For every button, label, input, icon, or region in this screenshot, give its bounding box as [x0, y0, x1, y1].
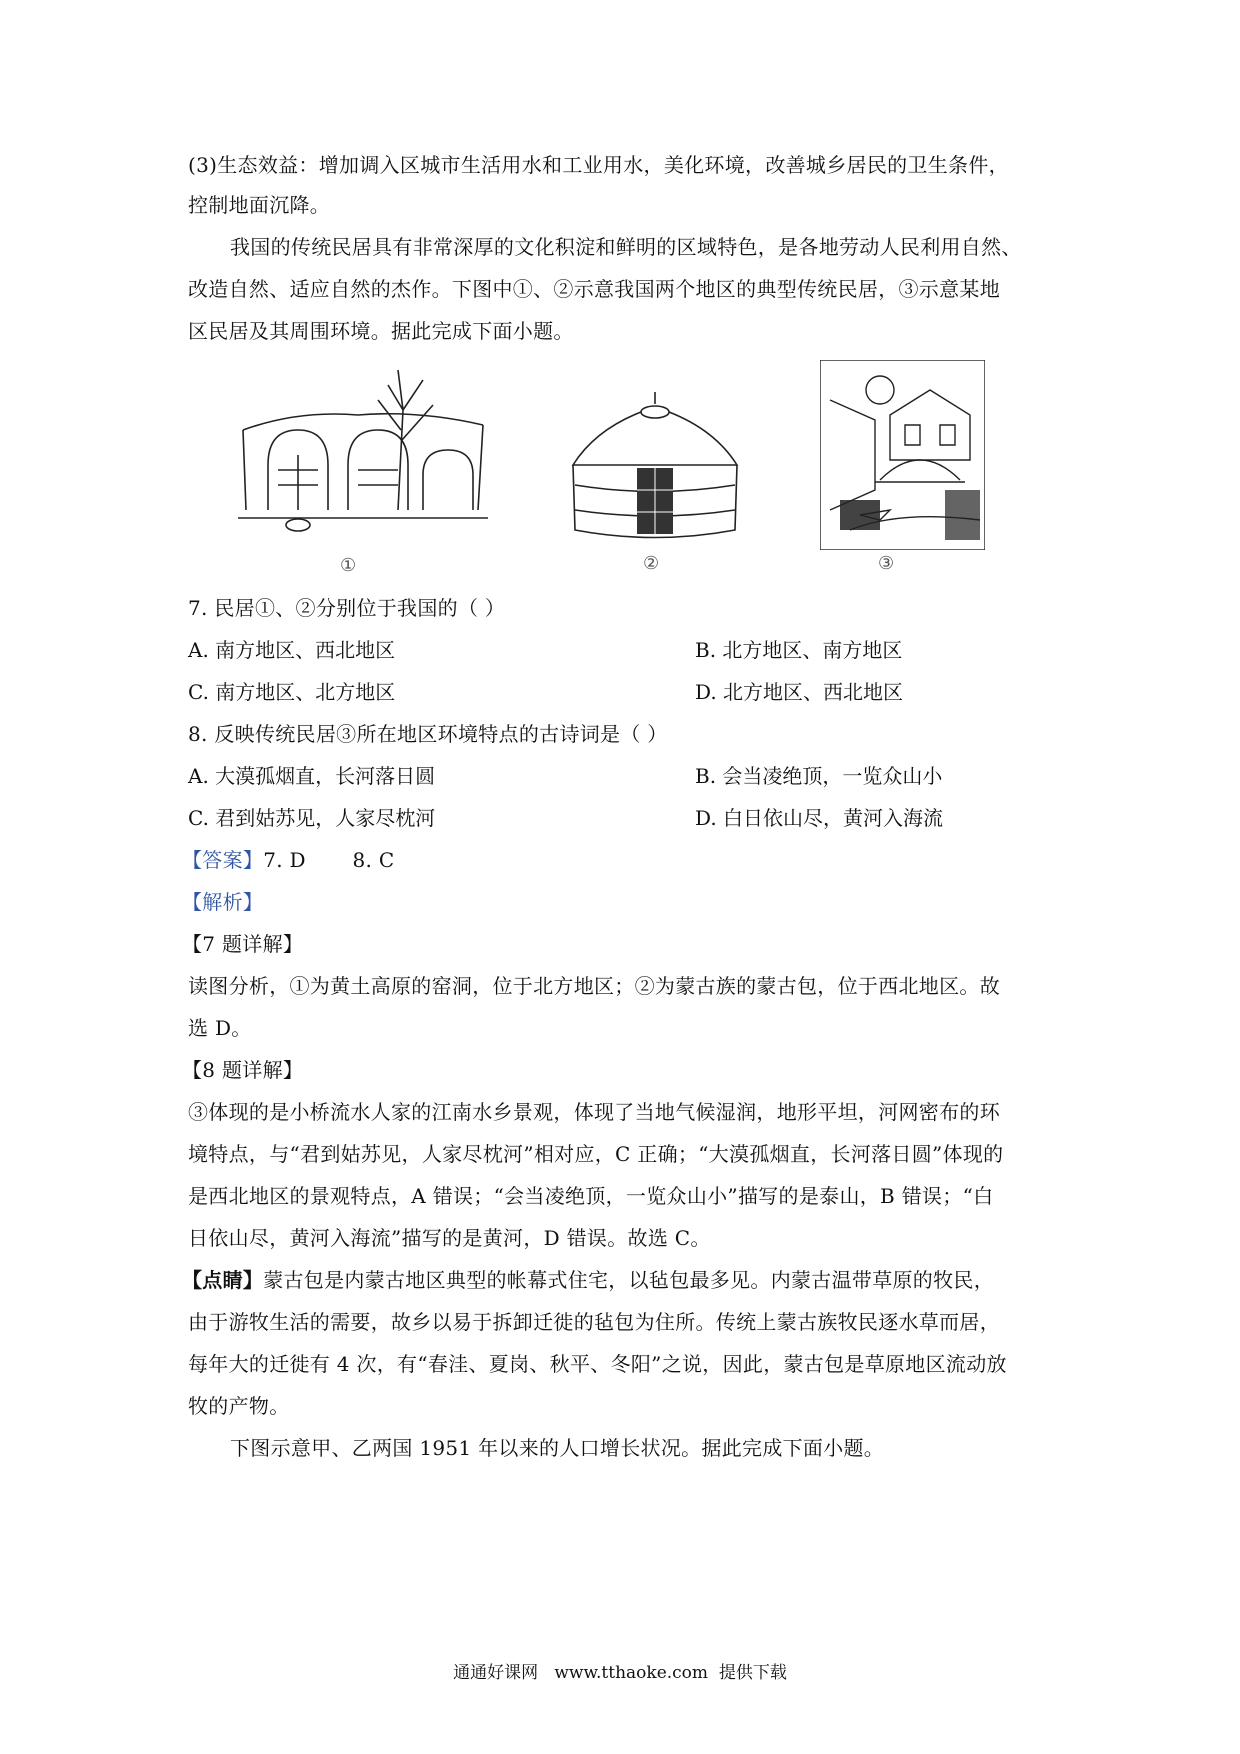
analysis-label: 【解析】: [182, 890, 264, 914]
figure-caption-2: ②: [643, 553, 660, 574]
yurt-sketch: [565, 390, 745, 545]
question-7-option-d: D. 北方地区、西北地区: [695, 680, 904, 704]
intro-line-1: (3)生态效益：增加调入区城市生活用水和工业用水，美化环境，改善城乡居民的卫生条件，: [188, 153, 1009, 177]
intro-line-2: 控制地面沉降。: [188, 193, 331, 217]
question-7-option-b: B. 北方地区、南方地区: [695, 638, 903, 662]
tip-first-line: [182, 1265, 994, 1295]
answer-line: [182, 845, 394, 875]
cave-dwelling-sketch: [238, 370, 488, 540]
question-8-option-a: A. 大漠孤烟直，长河落日圆: [188, 764, 436, 788]
figure-caption-3: ③: [878, 553, 895, 574]
next-question-intro: 下图示意甲、乙两国 1951 年以来的人口增长状况。据此完成下面小题。: [230, 1436, 885, 1460]
q8-detail-line-3: 是西北地区的景观特点，A 错误；“会当凌绝顶，一览众山小”描写的是泰山，B 错误；“白: [188, 1184, 994, 1208]
tip-line-2: 由于游牧生活的需要，故乡以易于拆卸迁徙的毡包为住所。传统上蒙古族牧民逐水草而居，: [188, 1310, 1000, 1334]
tip-line-4: 牧的产物。: [188, 1394, 290, 1418]
question-8-option-c: C. 君到姑苏见，人家尽枕河: [188, 806, 436, 830]
question-7-option-a: A. 南方地区、西北地区: [188, 638, 396, 662]
q8-detail-line-2: 境特点，与“君到姑苏见，人家尽枕河”相对应，C 正确；“大漠孤烟直，长河落日圆”体现的: [188, 1142, 1004, 1166]
q7-detail-line-2: 选 D。: [188, 1016, 252, 1040]
passage-line-1: 我国的传统民居具有非常深厚的文化积淀和鲜明的区域特色，是各地劳动人民利用自然、: [230, 235, 1022, 259]
answer-text: 7. D 8. C: [263, 848, 395, 872]
tip-text: 蒙古包是内蒙古地区典型的帐幕式住宅，以毡包最多见。内蒙古温带草原的牧民，: [263, 1268, 995, 1292]
question-8-option-d: D. 白日依山尽，黄河入海流: [695, 806, 944, 830]
question-8-stem: 8. 反映传统民居③所在地区环境特点的古诗词是（ ）: [188, 722, 668, 746]
tip-label: 【点睛】: [182, 1268, 264, 1292]
q8-detail-heading: 【8 题详解】: [182, 1058, 304, 1082]
tip-line-3: 每年大的迁徙有 4 次，有“春洼、夏岗、秋平、冬阳”之说，因此，蒙古包是草原地区流动放: [188, 1352, 1007, 1376]
passage-line-2: 改造自然、适应自然的杰作。下图中①、②示意我国两个地区的典型传统民居，③示意某地: [188, 277, 1000, 301]
q8-detail-line-1: ③体现的是小桥流水人家的江南水乡景观，体现了当地气候湿润，地形平坦，河网密布的环: [188, 1100, 1000, 1124]
figure-caption-1: ①: [340, 555, 357, 576]
question-7-stem: 7. 民居①、②分别位于我国的（ ）: [188, 596, 506, 620]
q7-detail-heading: 【7 题详解】: [182, 932, 304, 956]
page-footer: 通通好课网 www.tthaoke.com 提供下载: [453, 1663, 787, 1683]
passage-line-3: 区民居及其周围环境。据此完成下面小题。: [188, 319, 574, 343]
q7-detail-line-1: 读图分析，①为黄土高原的窑洞，位于北方地区；②为蒙古族的蒙古包，位于西北地区。故: [188, 974, 1000, 998]
answer-label: 【答案】: [182, 848, 264, 872]
question-7-option-c: C. 南方地区、北方地区: [188, 680, 396, 704]
question-8-option-b: B. 会当凌绝顶，一览众山小: [695, 764, 943, 788]
q8-detail-line-4: 日依山尽，黄河入海流”描写的是黄河，D 错误。故选 C。: [188, 1226, 711, 1250]
water-town-sketch: [820, 360, 985, 550]
